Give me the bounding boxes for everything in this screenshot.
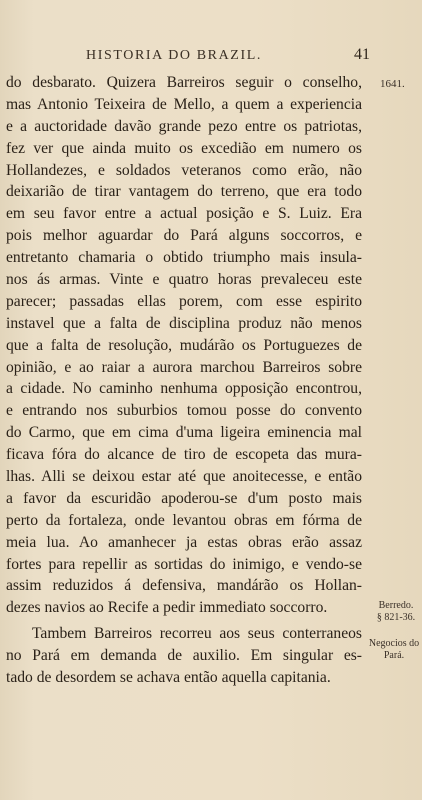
margin-note-berredo xyxy=(370,600,422,624)
text-line: Hollandezes, e soldados veteranos como erão, não xyxy=(6,161,362,179)
text-line: deixarião de tirar vantagem do terreno, que era todo xyxy=(6,183,362,201)
text-line: parecer; passadas ellas porem, com esse espirito xyxy=(6,292,362,310)
margin-note-negocios xyxy=(366,638,422,662)
text-line: fez ver que ainda muito os excedião em numero os xyxy=(6,139,362,157)
paragraph xyxy=(6,72,362,619)
text-line: e a auctoridade davão grande pezo entre os patriotas, xyxy=(6,117,362,135)
paragraph xyxy=(6,623,362,689)
running-title: HISTORIA DO BRAZIL. xyxy=(86,48,262,63)
margin-note-negocios-line1: Negocios do xyxy=(368,638,420,649)
text-line: mas Antonio Teixeira de Mello, a quem a experiencia xyxy=(6,95,362,113)
margin-note-berredo-line1: Berredo. xyxy=(378,600,414,611)
margin-note-negocios-line2: Pará. xyxy=(383,650,405,661)
text-line: lhas. Alli se deixou estar até que anoitecesse, e então xyxy=(6,468,362,486)
page-header xyxy=(6,48,370,68)
text-line: opinião, e ao raiar a aurora marchou Barreiros sobre xyxy=(6,358,362,376)
text-line: entretanto chamaria o obtido triumpho mais insula- xyxy=(6,249,362,267)
text-line: a cidade. No caminho nenhuma opposição encontrou, xyxy=(6,380,362,398)
body-text xyxy=(6,72,362,689)
text-line: ficava fóra do alcance de tiro de escopeta das mura- xyxy=(6,446,362,464)
text-line: instavel que a falta de disciplina produz não menos xyxy=(6,314,362,332)
text-line: que a falta de resolução, mudárão os Portuguezes de xyxy=(6,336,362,354)
margin-year-text: 1641. xyxy=(380,78,405,90)
page-number: 41 xyxy=(354,46,370,63)
text-line: perto da fortaleza, onde levantou obras em fórma de xyxy=(6,511,362,529)
text-line: nos ás armas. Vinte e quatro horas prevaleceu este xyxy=(6,271,362,289)
text-line: do desbarato. Quizera Barreiros seguir o conselho, xyxy=(6,74,362,91)
text-line: pois melhor aguardar do Pará alguns soccorros, e xyxy=(6,227,362,245)
text-line: fortes para repellir as sortidas do inimigo, e vendo-se xyxy=(6,555,362,573)
text-line: em seu favor entre a actual posição e S. Luiz. Era xyxy=(6,205,362,223)
text-line: no Pará em demanda de auxilio. Em singular es- xyxy=(6,647,362,665)
margin-year xyxy=(380,78,405,90)
text-line: tado de desordem se achava então aquella capitania. xyxy=(6,669,331,687)
text-line: a favor da escuridão apoderou-se d'um posto mais xyxy=(6,489,362,507)
margin-note-berredo-line2: § 821-36. xyxy=(376,612,416,623)
text-line: assim reduzidos á defensiva, mandárão os Hollan- xyxy=(6,577,362,595)
text-line: dezes navios ao Recife a pedir immediato soccorro. xyxy=(6,599,328,617)
text-line: e entrando nos suburbios tomou posse do convento xyxy=(6,402,362,420)
text-line: meia lua. Ao amanhecer ja estas obras erão assaz xyxy=(6,533,362,551)
text-line: do Carmo, que em cima d'uma ligeira eminencia mal xyxy=(6,424,362,442)
text-line: Tambem Barreiros recorreu aos seus conterraneos xyxy=(32,625,362,643)
